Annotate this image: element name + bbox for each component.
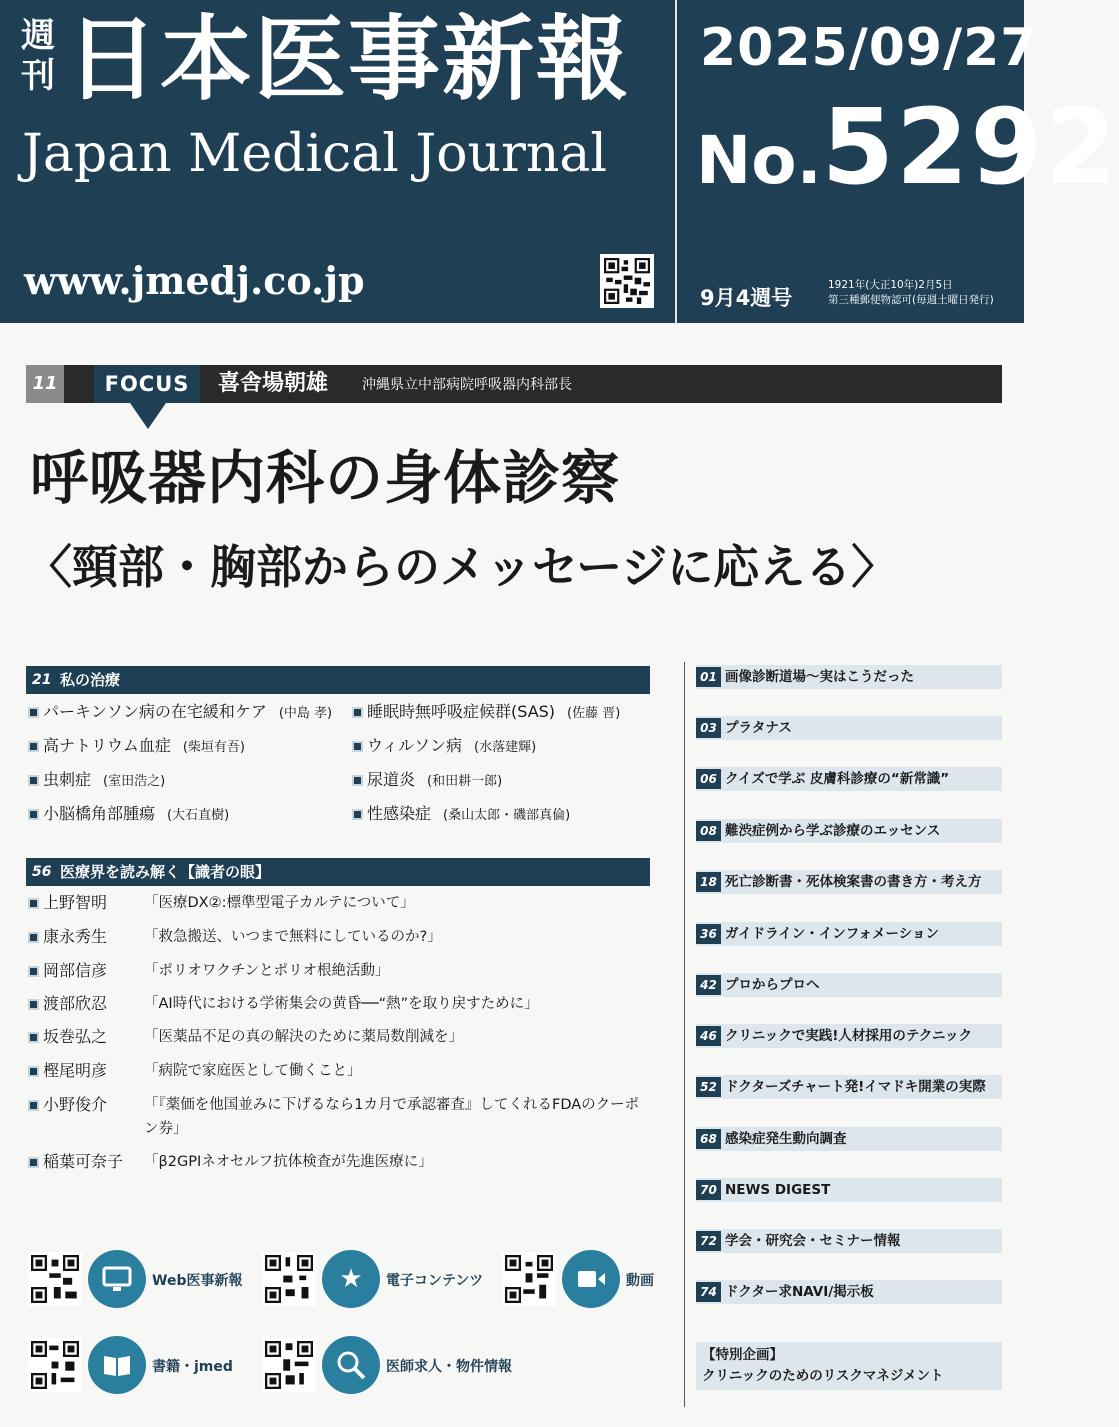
focus-label: FOCUS: [94, 365, 200, 403]
bullet-icon: [28, 707, 39, 718]
contents-page-number: 46: [696, 1026, 721, 1046]
service-label: Web医事新報: [152, 1273, 243, 1289]
founding-info: [828, 278, 994, 308]
treatment-author: (室田浩之): [103, 774, 166, 789]
focus-affiliation: 沖縄県立中部病院呼吸器内科部長: [362, 377, 572, 393]
special-title: クリニックのためのリスクマネジメント: [702, 1368, 944, 1384]
contents-title: 死亡診断書・死体検案書の書き方・考え方: [725, 874, 982, 890]
contents-item[interactable]: [696, 870, 1002, 894]
list-item[interactable]: [352, 770, 502, 792]
contents-page-number: 42: [696, 975, 721, 995]
opinion-topic: 「AI時代における学術集会の黄昏──“熱”を取り戻すために」: [144, 996, 539, 1012]
bullet-icon: [28, 809, 39, 820]
issue-number: [696, 86, 1119, 233]
contents-item[interactable]: [696, 819, 1002, 843]
contents-item[interactable]: [696, 716, 1002, 740]
contents-item[interactable]: [696, 1127, 1002, 1151]
contents-title: 感染症発生動向調査: [725, 1131, 847, 1147]
monitor-icon: [88, 1250, 146, 1308]
contents-page-number: 68: [696, 1129, 721, 1149]
list-item[interactable]: [28, 1093, 648, 1141]
contents-title: ドクター求NAVI/掲示板: [725, 1284, 874, 1300]
stars-icon: ★: [322, 1250, 380, 1308]
qr-code-icon[interactable]: [502, 1252, 556, 1306]
postal-approval: 第三種郵便物認可(毎週土曜日発行): [828, 294, 994, 306]
list-item[interactable]: [352, 736, 536, 758]
special-label: 【特別企画】: [702, 1347, 783, 1363]
list-item[interactable]: [28, 804, 229, 826]
bullet-icon: [28, 775, 39, 786]
service-label: 医師求人・物件情報: [386, 1359, 512, 1375]
opinion-topic: 「ポリオワクチンとポリオ根絶活動」: [144, 963, 390, 979]
website-url[interactable]: www.jmedj.co.jp: [24, 258, 365, 303]
opinion-author: 上野智明: [43, 893, 108, 912]
section-title: 医療界を読み解く【識者の眼】: [60, 863, 271, 881]
treatment-title: ウィルソン病: [367, 736, 463, 755]
bullet-icon: [28, 1066, 39, 1077]
treatment-author: (桑山太郎・磯部真倫): [443, 808, 571, 823]
bullet-icon: [352, 707, 363, 718]
treatment-title: 小脳橋角部腫瘍: [43, 804, 156, 823]
service-label: 書籍・jmed: [152, 1359, 233, 1375]
contents-item[interactable]: [696, 665, 1002, 689]
opinion-topic: 「救急搬送、いつまで無料にしているのか?」: [144, 929, 442, 945]
contents-title: ドクターズチャート発!イマドキ開業の実際: [725, 1079, 986, 1095]
section-header-treatments: [26, 666, 650, 694]
bullet-icon: [352, 775, 363, 786]
contents-page-number: 03: [696, 718, 721, 738]
feature-subheadline: 〈頸部・胸部からのメッセージに応える〉: [26, 540, 898, 594]
masthead: [0, 0, 1119, 323]
qr-code-icon[interactable]: [28, 1338, 82, 1392]
list-item[interactable]: [352, 702, 620, 724]
list-item[interactable]: [28, 1025, 648, 1049]
opinion-author: 岡部信彦: [43, 961, 108, 980]
list-item[interactable]: [28, 770, 165, 792]
opinion-topic: 「β2GPⅠネオセルフ抗体検査が先進医療に」: [144, 1154, 433, 1170]
contents-item[interactable]: [696, 1280, 1002, 1304]
list-item[interactable]: [28, 992, 648, 1016]
contents-page-number: 08: [696, 821, 721, 841]
treatment-author: (柴垣有吾): [182, 740, 245, 755]
issue-date: 2025/09/27: [700, 18, 1038, 78]
treatment-author: (大石直樹): [167, 808, 230, 823]
weekly-label: 週刊: [21, 16, 55, 96]
focus-bar: [26, 365, 1002, 403]
opinion-topic: 「医療DX②:標準型電子カルテについて」: [144, 895, 415, 911]
contents-title: NEWS DIGEST: [725, 1182, 831, 1198]
contents-title: クイズで学ぶ 皮膚科診療の“新常識”: [725, 771, 950, 787]
bullet-icon: [28, 898, 39, 909]
bullet-icon: [28, 999, 39, 1010]
list-item[interactable]: [28, 959, 648, 983]
opinion-topic: 「『薬価を他国並みに下げるなら1カ月で承認審査』してくれるFDAのクーポン券」: [144, 1097, 640, 1137]
treatment-author: (和田耕一郎): [427, 774, 503, 789]
contents-page-number: 06: [696, 769, 721, 789]
video-icon: [562, 1250, 620, 1308]
opinion-author: 樫尾明彦: [43, 1061, 108, 1080]
contents-page-number: 72: [696, 1231, 721, 1251]
qr-code-icon[interactable]: [600, 254, 654, 308]
bullet-icon: [28, 1032, 39, 1043]
bullet-icon: [28, 741, 39, 752]
contents-item[interactable]: [696, 922, 1002, 946]
treatment-title: 性感染症: [367, 804, 432, 823]
contents-title: プロからプロへ: [725, 977, 820, 993]
founding-date: 1921年(大正10年)2月5日: [828, 279, 953, 291]
list-item[interactable]: [352, 804, 570, 826]
contents-page-number: 01: [696, 667, 721, 687]
opinion-author: 康永秀生: [43, 927, 108, 946]
qr-code-icon[interactable]: [262, 1252, 316, 1306]
issue-week: 9月4週号: [700, 286, 793, 310]
list-item[interactable]: [28, 702, 332, 724]
treatment-author: (佐藤 晋): [567, 706, 621, 721]
contents-title: クリニックで実践!人材採用のテクニック: [725, 1028, 972, 1044]
qr-code-icon[interactable]: [28, 1252, 82, 1306]
treatment-title: 虫刺症: [43, 770, 92, 789]
issue-number-value: 5292: [821, 86, 1119, 208]
search-icon: [322, 1336, 380, 1394]
qr-code-icon[interactable]: [262, 1338, 316, 1392]
contents-title: プラタナス: [725, 720, 792, 736]
bullet-icon: [352, 809, 363, 820]
bullet-icon: [28, 932, 39, 943]
book-icon: [88, 1336, 146, 1394]
bullet-icon: [28, 1157, 39, 1168]
list-item[interactable]: [28, 736, 245, 758]
column-divider: [684, 662, 685, 1407]
list-item[interactable]: [28, 1059, 648, 1083]
bullet-icon: [352, 741, 363, 752]
journal-title-jp: 日本医事新報: [66, 6, 631, 113]
journal-title-en: Japan Medical Journal: [22, 124, 607, 184]
contents-item[interactable]: [696, 767, 1002, 791]
contents-page-number: 70: [696, 1180, 721, 1200]
treatment-title: パーキンソン病の在宅緩和ケア: [43, 702, 267, 721]
focus-author: 喜舎場朝雄: [218, 371, 329, 396]
contents-title: 画像診断道場〜実はこうだった: [725, 669, 914, 685]
bullet-icon: [28, 1100, 39, 1111]
opinion-topic: 「病院で家庭医として働くこと」: [144, 1063, 362, 1079]
contents-title: 難渋症例から学ぶ診療のエッセンス: [725, 823, 941, 839]
contents-page-number: 52: [696, 1077, 721, 1097]
opinion-author: 坂巻弘之: [43, 1027, 108, 1046]
section-header-opinions: [26, 858, 650, 886]
section-page-number: 21: [32, 672, 52, 688]
treatment-title: 高ナトリウム血症: [43, 736, 171, 755]
contents-title: ガイドライン・インフォメーション: [725, 926, 939, 942]
contents-item[interactable]: [696, 973, 1002, 997]
contents-item[interactable]: [696, 1024, 1002, 1048]
list-item[interactable]: [28, 1150, 648, 1174]
issue-prefix: No.: [696, 122, 822, 199]
special-feature[interactable]: [696, 1342, 1002, 1390]
treatment-title: 尿道炎: [367, 770, 416, 789]
contents-page-number: 74: [696, 1282, 721, 1302]
feature-headline[interactable]: 呼吸器内科の身体診察: [30, 444, 621, 512]
list-item[interactable]: [28, 925, 648, 949]
section-title: 私の治療: [60, 671, 121, 689]
masthead-divider: [675, 0, 677, 323]
opinion-topic: 「医薬品不足の真の解決のために薬局数削減を」: [144, 1029, 463, 1045]
contents-item[interactable]: [696, 1178, 1002, 1202]
treatment-title: 睡眠時無呼吸症候群(SAS): [367, 702, 556, 721]
treatment-author: (中島 孝): [278, 706, 333, 721]
contents-item[interactable]: [696, 1229, 1002, 1253]
treatment-author: (水落建輝): [474, 740, 537, 755]
focus-pointer: [130, 403, 166, 429]
service-label: 動画: [626, 1273, 654, 1289]
opinion-author: 小野俊介: [43, 1095, 108, 1114]
list-item[interactable]: [28, 891, 648, 915]
focus-page-number: 11: [26, 365, 64, 403]
service-label: 電子コンテンツ: [386, 1273, 484, 1289]
contents-page-number: 18: [696, 872, 721, 892]
bullet-icon: [28, 966, 39, 977]
contents-item[interactable]: [696, 1075, 1002, 1099]
opinion-author: 稲葉可奈子: [43, 1152, 124, 1171]
contents-page-number: 36: [696, 924, 721, 944]
opinion-author: 渡部欣忍: [43, 994, 108, 1013]
contents-title: 学会・研究会・セミナー情報: [725, 1233, 901, 1249]
section-page-number: 56: [32, 864, 52, 880]
